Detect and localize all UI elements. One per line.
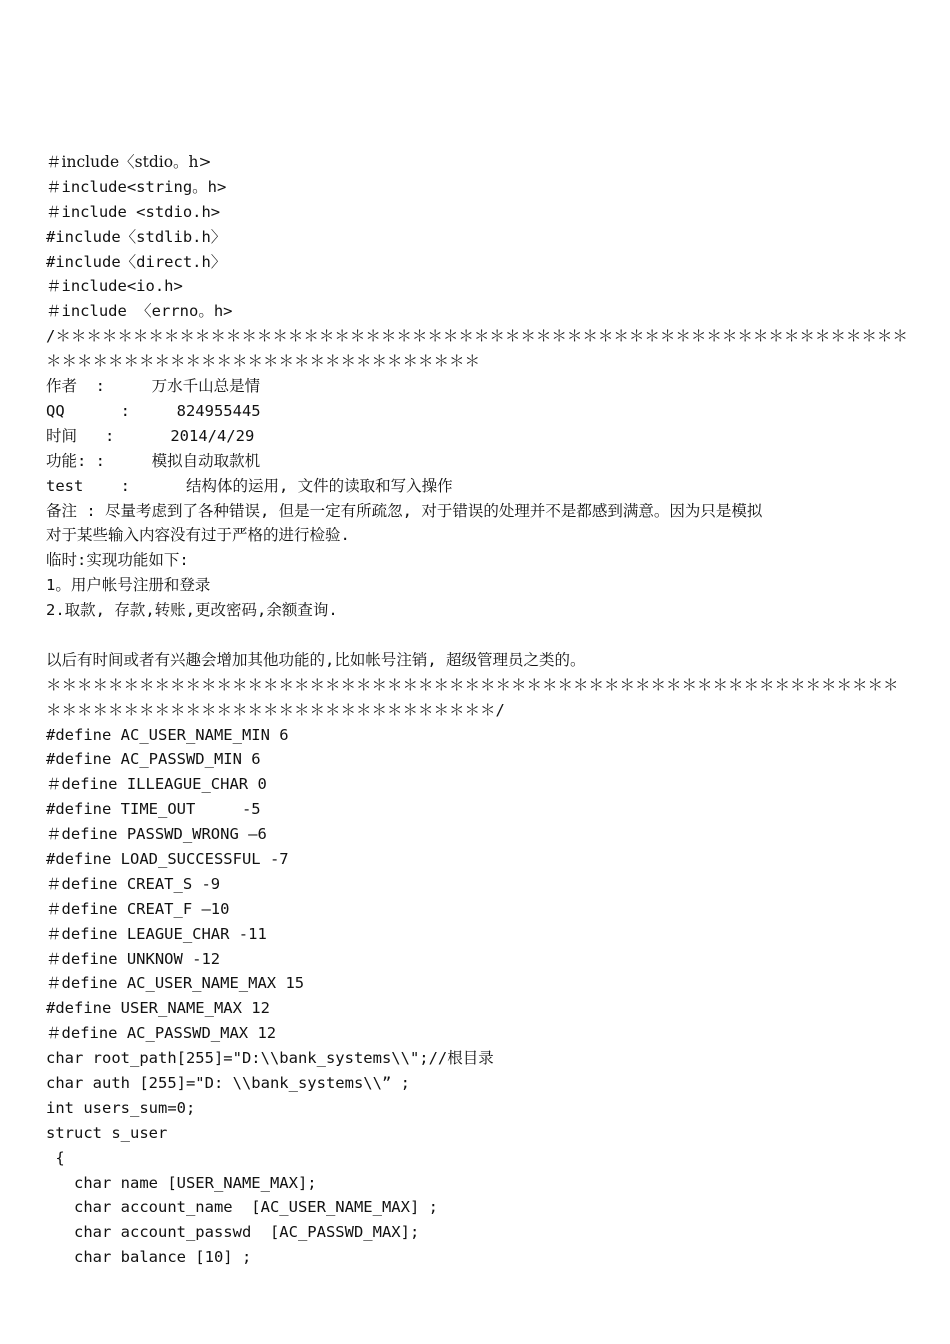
code-line: 备注 : 尽量考虑到了各种错误, 但是一定有所疏忽, 对于错误的处理并不是都感到满意。因为只是模拟 (46, 501, 763, 520)
code-line: char account_name [AC_USER_NAME_MAX] ; (46, 1198, 438, 1217)
code-line: ＃define CREAT_F —10 (46, 899, 230, 918)
code-line: 作者 : 万水千山总是情 (46, 377, 261, 396)
document-body (46, 150, 908, 1270)
code-line: QQ : 824955445 (46, 401, 261, 420)
code-line: /＊＊＊＊＊＊＊＊＊＊＊＊＊＊＊＊＊＊＊＊＊＊＊＊＊＊＊＊＊＊＊＊＊＊＊＊＊＊＊＊＊＊＊＊＊＊＊＊＊＊＊＊＊＊＊＊＊＊＊＊＊＊＊＊＊＊＊＊＊＊＊＊＊＊＊＊＊＊＊＊＊＊＊ (46, 327, 908, 371)
code-line: ＃define AC_PASSWD_MAX 12 (46, 1024, 277, 1043)
code-line: 临时:实现功能如下: (46, 551, 189, 570)
code-line: struct s_user (46, 1123, 168, 1142)
blank-line (46, 623, 908, 648)
code-line: 2.取款, 存款,转账,更改密码,余额查询. (46, 601, 338, 620)
code-line: 以后有时间或者有兴趣会增加其他功能的,比如帐号注销, 超级管理员之类的。 (46, 650, 586, 669)
code-line: { (46, 1148, 65, 1167)
code-line: char auth [255]="D: \\bank_systems\\” ; (46, 1074, 410, 1093)
code-line: char root_path[255]="D:\\bank_systems\\";//根目录 (46, 1049, 494, 1068)
code-line: char balance [10] ; (46, 1248, 252, 1267)
code-line: ＃define UNKNOW -12 (46, 949, 221, 968)
code-line: ＊＊＊＊＊＊＊＊＊＊＊＊＊＊＊＊＊＊＊＊＊＊＊＊＊＊＊＊＊＊＊＊＊＊＊＊＊＊＊＊＊＊＊＊＊＊＊＊＊＊＊＊＊＊＊＊＊＊＊＊＊＊＊＊＊＊＊＊＊＊＊＊＊＊＊＊＊＊＊＊＊＊＊＊/ (46, 675, 899, 719)
code-line: ＃define PASSWD_WRONG —6 (46, 825, 267, 844)
code-line: #define USER_NAME_MAX 12 (46, 999, 270, 1018)
code-line: 对于某些输入内容没有过于严格的进行检验. (46, 526, 350, 545)
code-line: #define AC_PASSWD_MIN 6 (46, 750, 261, 769)
code-line: #define LOAD_SUCCESSFUL -7 (46, 850, 289, 869)
code-line: test : 结构体的运用, 文件的读取和写入操作 (46, 476, 453, 495)
code-line: ＃include〈stdio。h> (46, 153, 212, 171)
code-line: int users_sum=0; (46, 1098, 196, 1117)
code-line: ＃define AC_USER_NAME_MAX 15 (46, 974, 305, 993)
code-line: ＃include <stdio.h> (46, 202, 221, 221)
code-line: #define AC_USER_NAME_MIN 6 (46, 725, 289, 744)
code-line: #define TIME_OUT -5 (46, 800, 261, 819)
code-line: ＃define ILLEAGUE_CHAR 0 (46, 775, 267, 794)
code-line: ＃include<string。h> (46, 177, 227, 196)
code-line: ＃include 〈errno。h> (46, 302, 233, 321)
code-line: char account_passwd [AC_PASSWD_MAX]; (46, 1223, 420, 1242)
code-line: ＃define CREAT_S -9 (46, 874, 221, 893)
code-line: 时间 : 2014/4/29 (46, 426, 255, 445)
code-line: 功能: : 模拟自动取款机 (46, 451, 261, 470)
code-line: char name [USER_NAME_MAX]; (46, 1173, 317, 1192)
code-line: #include〈direct.h〉 (46, 252, 227, 271)
code-line: ＃define LEAGUE_CHAR -11 (46, 924, 267, 943)
code-line: 1。用户帐号注册和登录 (46, 576, 211, 595)
code-line: #include〈stdlib.h〉 (46, 227, 227, 246)
code-line: ＃include<io.h> (46, 277, 183, 296)
